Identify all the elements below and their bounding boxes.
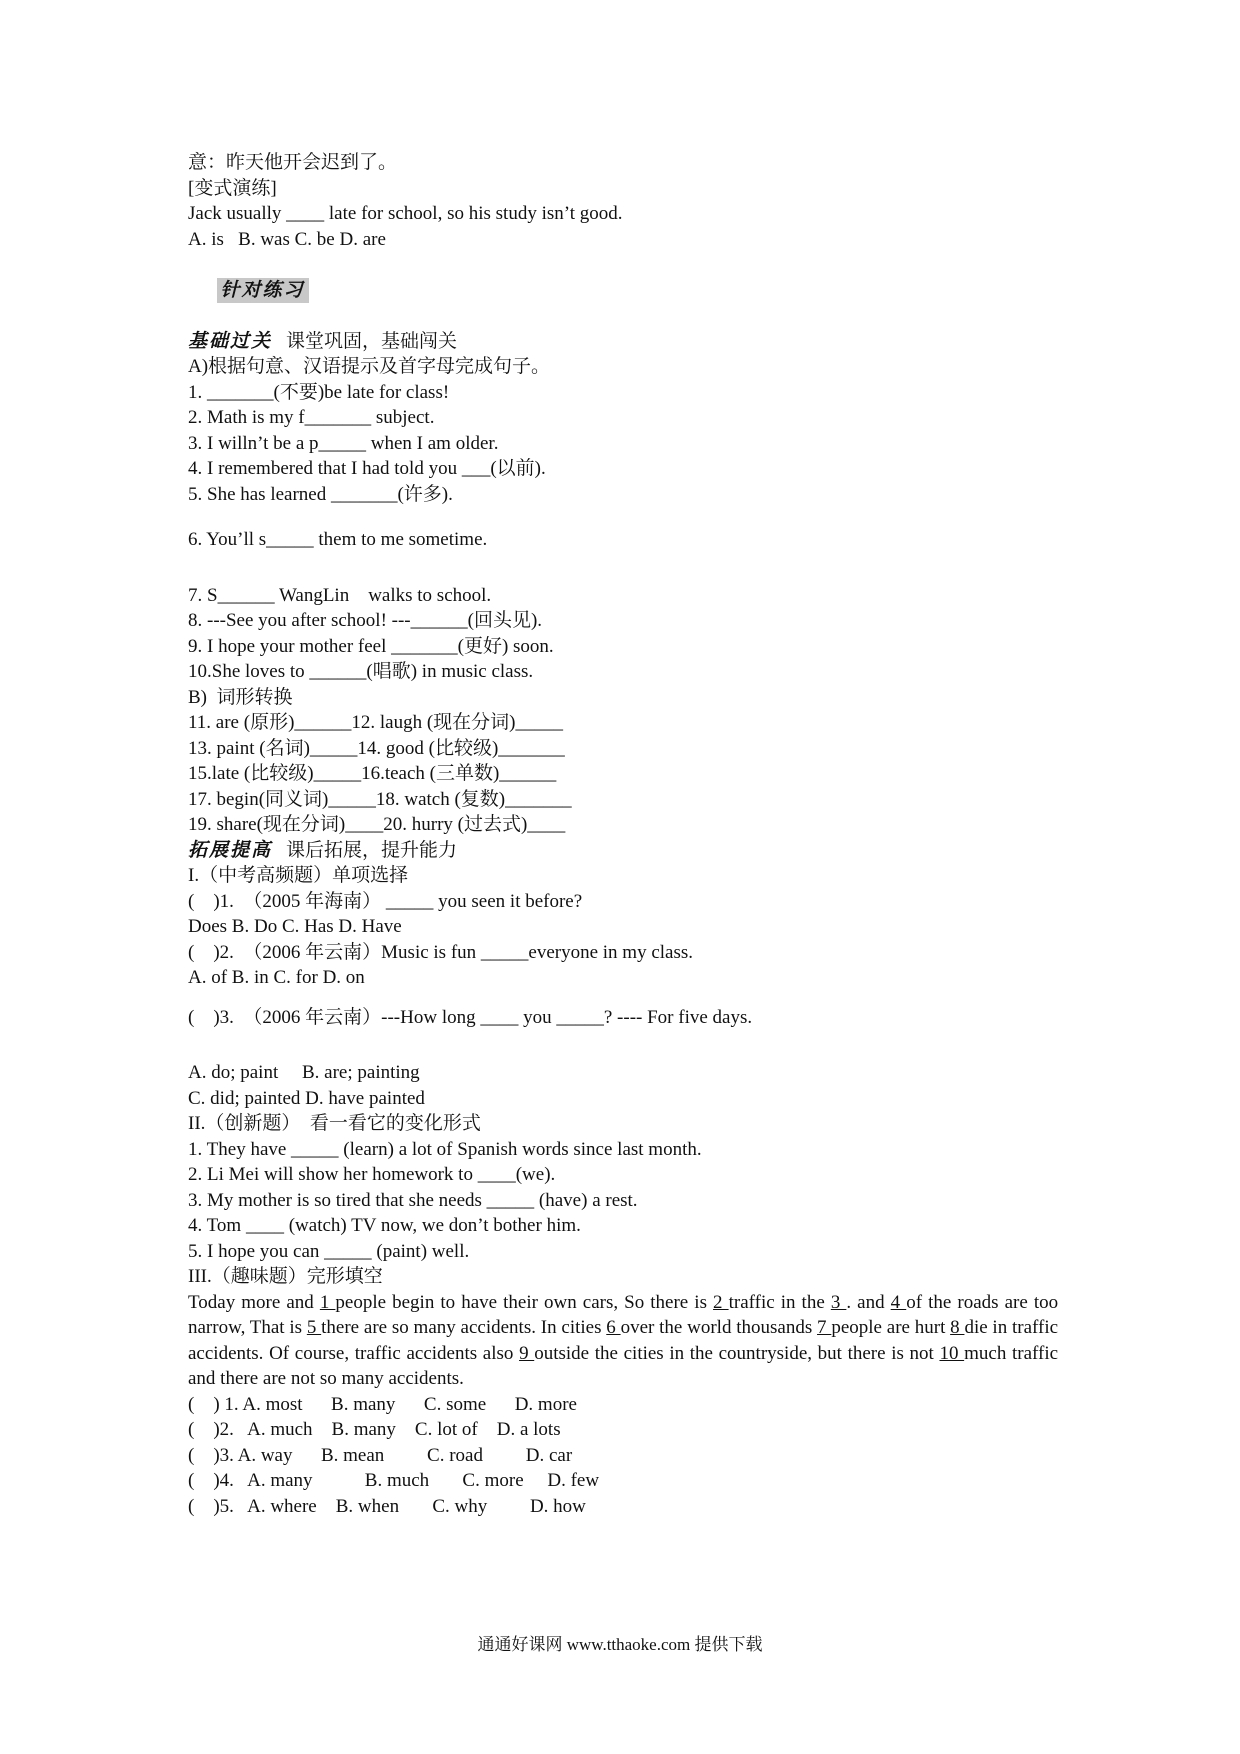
basic-badge: 基础过关: [188, 330, 273, 352]
cloze-blank-2: 2: [713, 1291, 729, 1313]
text-line: 10.She loves to ______(唱歌) in music class.: [188, 661, 534, 682]
cloze-blank-8: 8: [950, 1317, 965, 1338]
text-line: 13. paint (名词)_____14. good (比较级)_______: [188, 737, 565, 759]
text-line: 9. I hope your mother feel _______(更好) soon.: [188, 635, 554, 657]
section-label: 针对练习: [217, 278, 309, 304]
text-line: 5. I hope you can _____ (paint) well.: [188, 1240, 470, 1262]
basic-text: 课堂巩固，基础闯关: [286, 330, 458, 352]
section-heading: [188, 252, 1058, 329]
cloze-blank-3: 3: [830, 1291, 847, 1313]
text-line: 6. You’ll s_____ them to me sometime.: [188, 529, 488, 550]
cloze-text: . and: [846, 1291, 885, 1313]
text-line: I.（中考高频题）单项选择: [188, 865, 409, 886]
page-footer: 通通好课网 www.tthaoke.com 提供下载: [477, 1635, 763, 1654]
text-line: 17. begin(同义词)_____18. watch (复数)_______: [188, 788, 572, 810]
text-line: 4. Tom ____ (watch) TV now, we don’t bother him.: [188, 1215, 581, 1236]
text-line: 2. Li Mei will show her homework to ____(we).: [188, 1164, 556, 1185]
cloze-blank-10: 10: [939, 1342, 965, 1364]
text-line: A. is B. was C. be D. are: [188, 228, 386, 250]
cloze-blank-1: 1: [319, 1291, 336, 1313]
subsection-heading: [188, 329, 1058, 355]
text-line: A)根据句意、汉语提示及首字母完成句子。: [188, 356, 551, 377]
extend-text: 课后拓展，提升能力: [286, 839, 458, 861]
text-line: 11. are (原形)______12. laugh (现在分词)_____: [188, 712, 564, 733]
text-line: III.（趣味题）完形填空: [188, 1266, 383, 1287]
text-line: B) 词形转换: [188, 686, 293, 708]
text-line: ( )3. （2006 年云南）---How long ____ you _____? ---- For five days.: [188, 1006, 753, 1028]
subsection-heading: [188, 838, 1058, 864]
cloze-text: much traffic and there are not so many accidents.: [188, 1342, 1059, 1389]
text-line: 7. S______ WangLin walks to school.: [188, 584, 492, 606]
cloze-text: outside the cities in the countryside, but there is not: [534, 1342, 934, 1364]
text-line: 5. She has learned _______(许多).: [188, 483, 453, 505]
cloze-text: traffic in the: [728, 1291, 825, 1313]
text-line: 19. share(现在分词)____20. hurry (过去式)____: [188, 814, 566, 835]
text-line: A. of B. in C. for D. on: [188, 967, 365, 988]
text-line: C. did; painted D. have painted: [188, 1087, 425, 1109]
cloze-text: of the roads are too narrow, That is: [188, 1291, 1059, 1338]
text-line: II.（创新题） 看一看它的变化形式: [188, 1113, 481, 1134]
text-line: 意：昨天他开会迟到了。: [188, 152, 398, 173]
option-line: ( )2. A. much B. many C. lot of D. a lots: [188, 1419, 561, 1440]
text-line: 2. Math is my f_______ subject.: [188, 407, 435, 428]
text-line: ( )2. （2006 年云南）Music is fun _____everyone in my class.: [188, 941, 694, 963]
cloze-text: people are hurt: [831, 1317, 946, 1338]
text-line: 1. They have _____ (learn) a lot of Spanish words since last month.: [188, 1138, 702, 1160]
cloze-text: there are so many accidents. In cities: [321, 1317, 602, 1338]
cloze-blank-5: 5: [306, 1317, 322, 1338]
extend-badge: 拓展提高: [188, 839, 273, 861]
cloze-blank-4: 4: [890, 1291, 907, 1313]
text-line: ( )1. （2005 年海南） _____ you seen it before?: [188, 890, 583, 912]
text-line: A. do; paint B. are; painting: [188, 1062, 420, 1083]
text-line: 4. I remembered that I had told you ___(以前).: [188, 458, 546, 479]
text-line: 8. ---See you after school! ---______(回头见).: [188, 610, 543, 631]
cloze-blank-9: 9: [519, 1342, 535, 1364]
option-line: ( )4. A. many B. much C. more D. few: [188, 1470, 600, 1491]
text-line: 15.late (比较级)_____16.teach (三单数)______: [188, 763, 557, 784]
option-line: ( )5. A. where B. when C. why D. how: [188, 1495, 586, 1517]
text-line: Does B. Do C. Has D. Have: [188, 916, 402, 937]
cloze-passage: [188, 1290, 1058, 1392]
cloze-text: over the world thousands: [620, 1317, 813, 1338]
worksheet-content: [188, 150, 1058, 1519]
text-line: [变式演练]: [188, 177, 277, 199]
cloze-text: people begin to have their own cars, So there is: [335, 1291, 707, 1313]
option-line: ( ) 1. A. most B. many C. some D. more: [188, 1393, 577, 1415]
cloze-blank-7: 7: [817, 1317, 832, 1338]
text-line: Jack usually ____ late for school, so his study isn’t good.: [188, 203, 623, 224]
text-line: 1. _______(不要)be late for class!: [188, 381, 450, 403]
cloze-text: die in traffic accidents. Of course, traffic accidents also: [188, 1317, 1059, 1364]
text-line: 3. My mother is so tired that she needs _____ (have) a rest.: [188, 1189, 638, 1211]
cloze-text: Today more and: [188, 1291, 314, 1313]
text-line: 3. I willn’t be a p_____ when I am older.: [188, 432, 499, 454]
cloze-blank-6: 6: [606, 1317, 621, 1338]
option-line: ( )3. A. way B. mean C. road D. car: [188, 1444, 573, 1466]
